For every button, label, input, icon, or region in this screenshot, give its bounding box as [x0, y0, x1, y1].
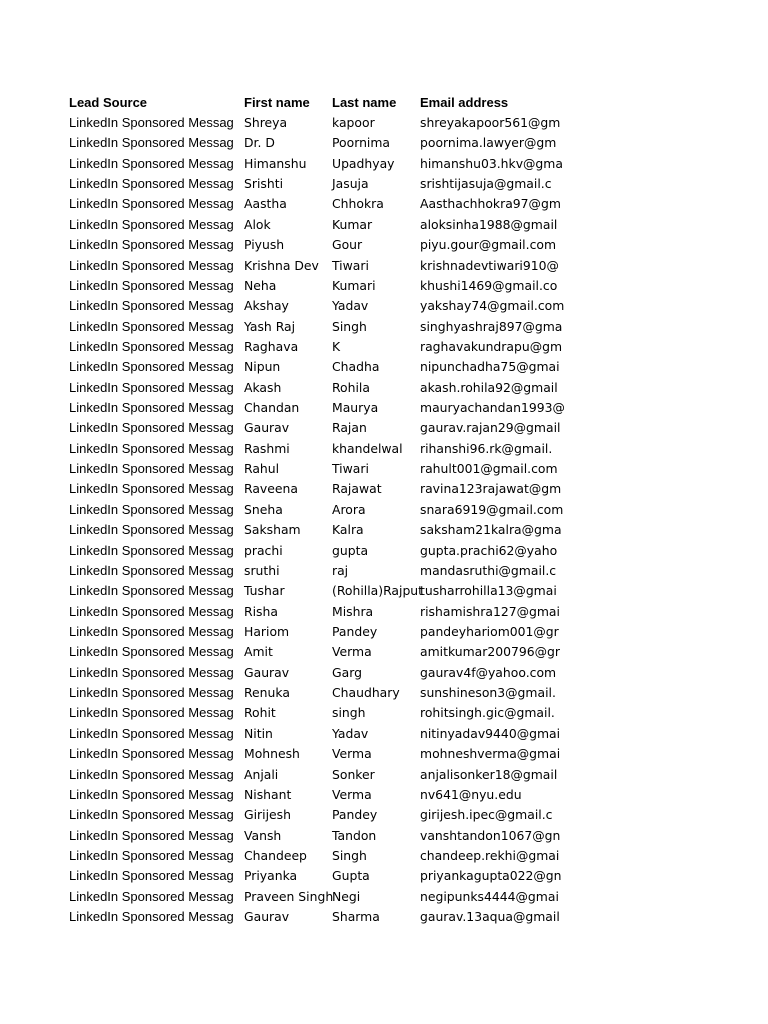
header-email-address: Email address: [420, 95, 509, 110]
header-last-name: Last name: [332, 95, 397, 110]
lead-source-cell: LinkedIn Sponsored Messag: [69, 176, 234, 192]
header-first-name: First name: [244, 95, 310, 110]
table-row: [69, 765, 558, 785]
last-name-cell: Pandey: [332, 623, 378, 639]
lead-source-cell: LinkedIn Sponsored Messag: [69, 644, 234, 660]
last-name-cell: Negi: [332, 888, 361, 904]
email-cell: amitkumar200796@gr: [420, 644, 561, 660]
email-cell: saksham21kalra@gma: [420, 522, 562, 538]
table-row: [69, 113, 561, 133]
lead-source-cell: LinkedIn Sponsored Messag: [69, 257, 234, 273]
email-cell: rohitsingh.gic@gmail.: [420, 705, 555, 721]
email-cell: khushi1469@gmail.co: [420, 277, 558, 293]
email-cell: anjalisonker18@gmail: [420, 766, 558, 782]
first-name-cell: Srishti: [244, 176, 284, 192]
table-row: [69, 439, 553, 459]
first-name-cell: Krishna Dev: [244, 257, 319, 273]
header-lead-source: Lead Source: [69, 95, 148, 110]
table-row: [69, 296, 565, 316]
lead-source-cell: LinkedIn Sponsored Messag: [69, 766, 234, 782]
last-name-cell: Singh: [332, 847, 367, 863]
lead-source-cell: LinkedIn Sponsored Messag: [69, 725, 234, 741]
first-name-cell: Dr. D: [244, 135, 275, 151]
first-name-cell: Yash Raj: [244, 318, 296, 334]
first-name-cell: Girijesh: [244, 807, 291, 823]
lead-source-cell: LinkedIn Sponsored Messag: [69, 888, 234, 904]
lead-source-cell: LinkedIn Sponsored Messag: [69, 298, 234, 314]
table-row: [69, 479, 562, 499]
email-cell: piyu.gour@gmail.com: [420, 237, 557, 253]
table-row: [69, 215, 558, 235]
table-row: [69, 683, 556, 703]
first-name-cell: Piyush: [244, 237, 285, 253]
last-name-cell: Mishra: [332, 603, 374, 619]
email-cell: poornima.lawyer@gm: [420, 135, 557, 151]
first-name-cell: Mohnesh: [244, 746, 300, 762]
lead-source-cell: LinkedIn Sponsored Messag: [69, 909, 234, 925]
first-name-cell: prachi: [244, 542, 283, 558]
last-name-cell: Kalra: [332, 522, 364, 538]
email-cell: gaurav.rajan29@gmail: [420, 420, 561, 436]
last-name-cell: Chaudhary: [332, 685, 400, 701]
first-name-cell: Vansh: [244, 827, 282, 843]
email-cell: yakshay74@gmail.com: [420, 298, 565, 314]
table-row: [69, 398, 565, 418]
last-name-cell: Jasuja: [332, 176, 369, 192]
email-cell: snara6919@gmail.com: [420, 501, 564, 517]
lead-source-cell: LinkedIn Sponsored Messag: [69, 501, 234, 517]
first-name-cell: Sneha: [244, 501, 283, 517]
last-name-cell: K: [332, 338, 341, 354]
table-row: [69, 194, 561, 214]
first-name-cell: Chandeep: [244, 847, 307, 863]
lead-source-cell: LinkedIn Sponsored Messag: [69, 277, 234, 293]
email-cell: himanshu03.hkv@gma: [420, 155, 563, 171]
table-row: [69, 581, 557, 601]
email-cell: priyankagupta022@gn: [420, 868, 562, 884]
first-name-cell: Raghava: [244, 338, 299, 354]
first-name-cell: Anjali: [244, 766, 279, 782]
lead-source-cell: LinkedIn Sponsored Messag: [69, 623, 234, 639]
last-name-cell: khandelwal: [332, 440, 403, 456]
table-row: [69, 418, 561, 438]
lead-source-cell: LinkedIn Sponsored Messag: [69, 705, 234, 721]
last-name-cell: Maurya: [332, 400, 379, 416]
email-cell: krishnadevtiwari910@: [420, 257, 559, 273]
email-cell: girijesh.ipec@gmail.c: [420, 807, 553, 823]
last-name-cell: Yadav: [332, 298, 369, 314]
lead-source-cell: LinkedIn Sponsored Messag: [69, 135, 234, 151]
last-name-cell: Garg: [332, 664, 362, 680]
first-name-cell: Hariom: [244, 623, 290, 639]
first-name-cell: Rohit: [244, 705, 276, 721]
table-row: [69, 256, 559, 276]
email-cell: ravina123rajawat@gm: [420, 481, 562, 497]
table-row: [69, 541, 558, 561]
table-row: [69, 520, 562, 540]
first-name-cell: Tushar: [244, 583, 285, 599]
table-row: [69, 602, 560, 622]
table-row: [69, 337, 563, 357]
email-cell: gaurav4f@yahoo.com: [420, 664, 557, 680]
table-row: [69, 235, 557, 255]
first-name-cell: Neha: [244, 277, 277, 293]
table-row: [69, 561, 557, 581]
first-name-cell: Aastha: [244, 196, 287, 212]
email-cell: mauryachandan1993@: [420, 400, 565, 416]
first-name-cell: sruthi: [244, 562, 280, 578]
email-cell: raghavakundrapu@gm: [420, 338, 563, 354]
lead-source-cell: LinkedIn Sponsored Messag: [69, 583, 234, 599]
table-row: [69, 500, 564, 520]
lead-source-cell: LinkedIn Sponsored Messag: [69, 481, 234, 497]
first-name-cell: Renuka: [244, 685, 290, 701]
first-name-cell: Chandan: [244, 400, 300, 416]
last-name-cell: Rohila: [332, 379, 370, 395]
email-cell: mohneshverma@gmai: [420, 746, 561, 762]
lead-source-cell: LinkedIn Sponsored Messag: [69, 196, 234, 212]
table-row: [69, 174, 552, 194]
table-row: [69, 317, 563, 337]
last-name-cell: Gour: [332, 237, 363, 253]
last-name-cell: Verma: [332, 786, 372, 802]
last-name-cell: Singh: [332, 318, 367, 334]
lead-source-cell: LinkedIn Sponsored Messag: [69, 461, 234, 477]
table-row: [69, 744, 561, 764]
first-name-cell: Priyanka: [244, 868, 298, 884]
email-cell: vanshtandon1067@gn: [420, 827, 561, 843]
email-cell: rihanshi96.rk@gmail.: [420, 440, 553, 456]
table-row: [69, 846, 560, 866]
email-cell: negipunks4444@gmai: [420, 888, 559, 904]
lead-source-cell: LinkedIn Sponsored Messag: [69, 827, 234, 843]
last-name-cell: Poornima: [332, 135, 391, 151]
email-cell: aloksinha1988@gmail: [420, 216, 558, 232]
table-header-row: [69, 93, 546, 113]
email-cell: singhyashraj897@gma: [420, 318, 563, 334]
first-name-cell: Akash: [244, 379, 282, 395]
lead-source-cell: LinkedIn Sponsored Messag: [69, 115, 234, 130]
last-name-cell: Rajan: [332, 420, 367, 436]
first-name-cell: Rashmi: [244, 440, 290, 456]
table-row: [69, 133, 557, 153]
last-name-cell: Kumari: [332, 277, 376, 293]
lead-source-cell: LinkedIn Sponsored Messag: [69, 603, 234, 619]
table-row: [69, 785, 546, 805]
lead-source-cell: LinkedIn Sponsored Messag: [69, 542, 234, 558]
first-name-cell: Amit: [244, 644, 273, 660]
table-row: [69, 378, 558, 398]
first-name-cell: Shreya: [244, 115, 288, 130]
last-name-cell: Chadha: [332, 359, 380, 375]
last-name-cell: Tiwari: [332, 257, 369, 273]
lead-source-cell: LinkedIn Sponsored Messag: [69, 440, 234, 456]
email-cell: tusharrohilla13@gmai: [420, 583, 557, 599]
first-name-cell: Nishant: [244, 786, 292, 802]
lead-source-cell: LinkedIn Sponsored Messag: [69, 847, 234, 863]
email-cell: mandasruthi@gmail.c: [420, 562, 557, 578]
email-cell: gaurav.13aqua@gmail: [420, 909, 560, 925]
first-name-cell: Gaurav: [244, 664, 290, 680]
table-row: [69, 805, 553, 825]
table-row: [69, 459, 558, 479]
first-name-cell: Rahul: [244, 461, 280, 477]
lead-source-cell: LinkedIn Sponsored Messag: [69, 359, 234, 375]
email-cell: pandeyhariom001@gr: [420, 623, 559, 639]
first-name-cell: Nipun: [244, 359, 281, 375]
first-name-cell: Praveen Singh: [244, 888, 334, 904]
first-name-cell: Risha: [244, 603, 278, 619]
table-row: [69, 663, 557, 683]
email-cell: nitinyadav9440@gmai: [420, 725, 561, 741]
last-name-cell: Verma: [332, 644, 372, 660]
first-name-cell: Gaurav: [244, 909, 290, 925]
lead-source-cell: LinkedIn Sponsored Messag: [69, 868, 234, 884]
last-name-cell: kapoor: [332, 115, 375, 130]
first-name-cell: Himanshu: [244, 155, 307, 171]
lead-source-cell: LinkedIn Sponsored Messag: [69, 562, 234, 578]
email-cell: rishamishra127@gmai: [420, 603, 560, 619]
email-cell: gupta.prachi62@yaho: [420, 542, 558, 558]
last-name-cell: Tandon: [332, 827, 377, 843]
lead-source-cell: LinkedIn Sponsored Messag: [69, 379, 234, 395]
lead-table: [69, 93, 565, 927]
lead-source-cell: LinkedIn Sponsored Messag: [69, 216, 234, 232]
table-row: [69, 907, 560, 927]
lead-source-cell: LinkedIn Sponsored Messag: [69, 155, 234, 171]
table-row: [69, 357, 560, 377]
email-cell: nipunchadha75@gmai: [420, 359, 560, 375]
table-row: [69, 154, 563, 174]
first-name-cell: Nitin: [244, 725, 273, 741]
table-row: [69, 887, 559, 907]
last-name-cell: gupta: [332, 542, 369, 558]
last-name-cell: Kumar: [332, 216, 373, 232]
table-row: [69, 622, 559, 642]
last-name-cell: Pandey: [332, 807, 378, 823]
table-row: [69, 276, 558, 296]
email-cell: akash.rohila92@gmail: [420, 379, 558, 395]
table-row: [69, 866, 562, 886]
email-cell: shreyakapoor561@gm: [420, 115, 561, 130]
last-name-cell: singh: [332, 705, 366, 721]
last-name-cell: Sonker: [332, 766, 375, 782]
table-row: [69, 826, 561, 846]
lead-source-cell: LinkedIn Sponsored Messag: [69, 685, 234, 701]
first-name-cell: Gaurav: [244, 420, 290, 436]
last-name-cell: Yadav: [332, 725, 369, 741]
lead-source-cell: LinkedIn Sponsored Messag: [69, 318, 234, 334]
last-name-cell: Arora: [332, 501, 366, 517]
first-name-cell: Saksham: [244, 522, 301, 538]
table-body: [69, 113, 565, 927]
lead-source-cell: LinkedIn Sponsored Messag: [69, 522, 234, 538]
last-name-cell: Chhokra: [332, 196, 384, 212]
email-cell: Aasthachhokra97@gm: [420, 196, 561, 212]
last-name-cell: raj: [332, 562, 349, 578]
lead-source-cell: LinkedIn Sponsored Messag: [69, 664, 234, 680]
lead-source-cell: LinkedIn Sponsored Messag: [69, 338, 234, 354]
email-cell: rahult001@gmail.com: [420, 461, 558, 477]
last-name-cell: Sharma: [332, 909, 380, 925]
email-cell: srishtijasuja@gmail.c: [420, 176, 552, 192]
last-name-cell: Upadhyay: [332, 155, 395, 171]
email-cell: nv641@nyu.edu: [420, 786, 522, 802]
last-name-cell: (Rohilla)Rajput: [332, 583, 424, 599]
first-name-cell: Akshay: [244, 298, 289, 314]
lead-source-cell: LinkedIn Sponsored Messag: [69, 746, 234, 762]
first-name-cell: Raveena: [244, 481, 298, 497]
table-row: [69, 703, 555, 723]
table-row: [69, 724, 561, 744]
last-name-cell: Tiwari: [332, 461, 369, 477]
email-cell: sunshineson3@gmail.: [420, 685, 556, 701]
first-name-cell: Alok: [244, 216, 271, 232]
lead-source-cell: LinkedIn Sponsored Messag: [69, 807, 234, 823]
lead-source-cell: LinkedIn Sponsored Messag: [69, 237, 234, 253]
lead-source-cell: LinkedIn Sponsored Messag: [69, 786, 234, 802]
last-name-cell: Gupta: [332, 868, 370, 884]
table-row: [69, 642, 561, 662]
last-name-cell: Rajawat: [332, 481, 382, 497]
lead-source-cell: LinkedIn Sponsored Messag: [69, 420, 234, 436]
email-cell: chandeep.rekhi@gmai: [420, 847, 560, 863]
last-name-cell: Verma: [332, 746, 372, 762]
lead-source-cell: LinkedIn Sponsored Messag: [69, 400, 234, 416]
